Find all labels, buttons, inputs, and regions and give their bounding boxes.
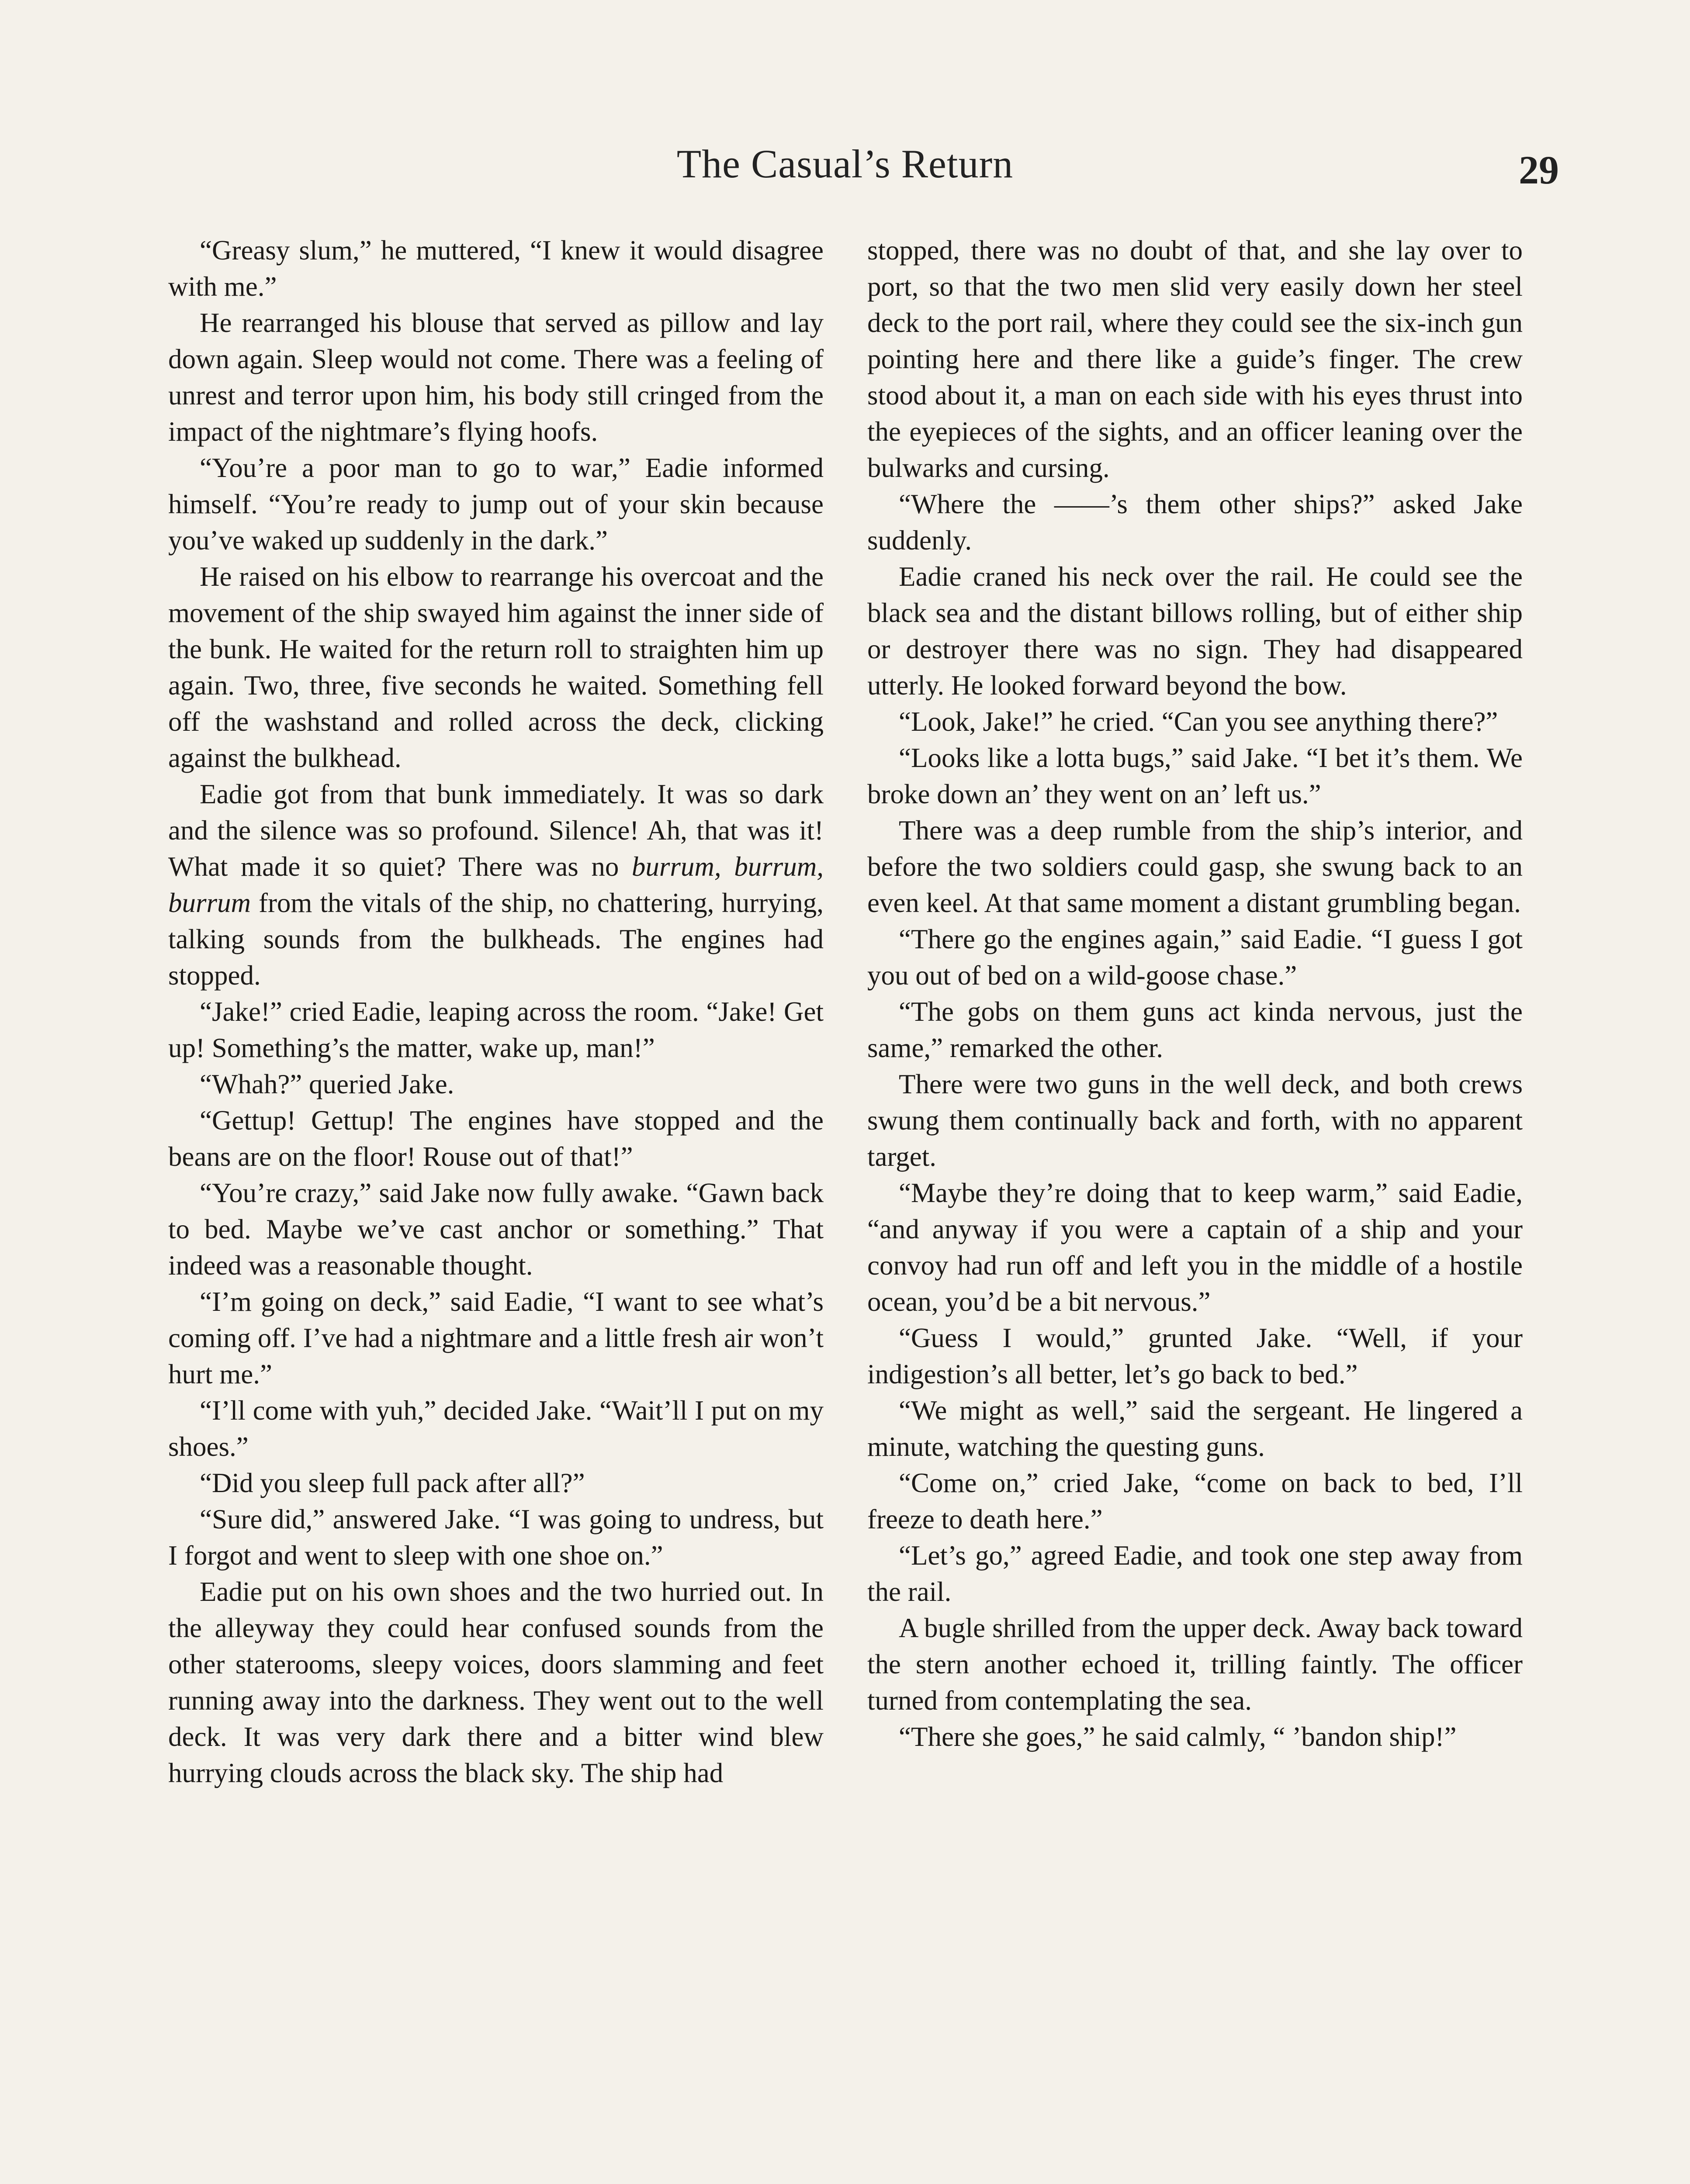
paragraph: “You’re a poor man to go to war,” Eadie informed himself. “You’re ready to jump out of your skin because you’ve waked up suddenly in the dark.” xyxy=(168,453,824,556)
italic-sound-text: burrum, burrum, burrum xyxy=(168,851,824,918)
paragraph: “Did you sleep full pack after all?” xyxy=(200,1468,585,1498)
paragraph: “There go the engines again,” said Eadie. “I guess I got you out of bed on a wild-goose chase.” xyxy=(867,924,1523,991)
left-text-column xyxy=(168,232,824,2184)
paragraph: There was a deep rumble from the ship’s interior, and before the two soldiers could gasp, she swung back to an even keel. At that same moment a distant grumbling began. xyxy=(867,815,1523,918)
paragraph: “Let’s go,” agreed Eadie, and took one step away from the rail. xyxy=(867,1540,1523,1607)
paragraph: “Look, Jake!” he cried. “Can you see anything there?” xyxy=(899,706,1498,737)
running-title: The Casual’s Return xyxy=(676,142,1014,186)
paragraph: “Gettup! Gettup! The engines have stopped and the beans are on the floor! Rouse out of that!” xyxy=(168,1105,824,1172)
paragraph-continued: stopped, there was no doubt of that, and she lay over to port, so that the two men slid very easily down her steel deck to the port rail, where they could see the six-inch gun pointing here and there like a guide’s finger. The crew stood about it, a man on each side with his eyes thrust into the eyepieces of the sights, and an officer leaning over the bulwarks and cursing. xyxy=(867,235,1523,483)
paragraph: “Maybe they’re doing that to keep warm,” said Eadie, “and anyway if you were a captain of a ship and your convoy had run off and left you in the middle of a hostile ocean, you’d be a bit nervous.” xyxy=(867,1178,1523,1317)
paragraph: “I’m going on deck,” said Eadie, “I want to see what’s coming off. I’ve had a nightmare and a little fresh air won’t hurt me.” xyxy=(168,1286,824,1389)
paragraph: “There she goes,” he said calmly, “ ’bandon ship!” xyxy=(899,1721,1457,1752)
page-number: 29 xyxy=(1519,148,1559,192)
paragraph: Eadie put on his own shoes and the two hurried out. In the alleyway they could hear confused sounds from the other staterooms, sleepy voices, doors slamming and feet running away into the darkness. They went out to the well deck. It was very dark there and a bitter wind blew hurrying clouds across the black sky. The ship had xyxy=(168,1576,824,1788)
right-text-column xyxy=(867,232,1523,2184)
paragraph: “Come on,” cried Jake, “come on back to bed, I’ll freeze to death here.” xyxy=(867,1468,1523,1534)
paragraph: “Looks like a lotta bugs,” said Jake. “I bet it’s them. We broke down an’ they went on an’ left us.” xyxy=(867,743,1523,809)
paragraph-text: from the vitals of the ship, no chattering, hurrying, talking sounds from the bulkheads. The engines had stopped. xyxy=(168,888,824,991)
paragraph: “Sure did,” answered Jake. “I was going to undress, but I forgot and went to sleep with one shoe on.” xyxy=(168,1504,824,1571)
paragraph: “Whah?” queried Jake. xyxy=(200,1069,454,1099)
paragraph-text: Eadie got from that bunk immediately. It was so dark and the silence was so profound. Silence! Ah, that was it! What made it so quiet? There was no xyxy=(168,779,824,882)
paragraph: He rearranged his blouse that served as pillow and lay down again. Sleep would not come. There was a feeling of unrest and terror upon him, his body still cringed from the impact of the nightmare’s flying hoofs. xyxy=(168,308,824,447)
paragraph: Eadie craned his neck over the rail. He could see the black sea and the distant billows rolling, but of either ship or destroyer there was no sign. They had disappeared utterly. He looked forward beyond the bow. xyxy=(867,561,1523,701)
paragraph xyxy=(168,776,824,994)
paragraph: A bugle shrilled from the upper deck. Away back toward the stern another echoed it, trilling faintly. The officer turned from contemplating the sea. xyxy=(867,1613,1523,1716)
paragraph: “We might as well,” said the sergeant. He lingered a minute, watching the questing guns. xyxy=(867,1395,1523,1462)
paragraph: “Guess I would,” grunted Jake. “Well, if your indigestion’s all better, let’s go back to bed.” xyxy=(867,1323,1523,1389)
paragraph: “Greasy slum,” he muttered, “I knew it would disagree with me.” xyxy=(168,235,824,302)
paragraph: “I’ll come with yuh,” decided Jake. “Wait’ll I put on my shoes.” xyxy=(168,1395,824,1462)
paragraph: “Jake!” cried Eadie, leaping across the room. “Jake! Get up! Something’s the matter, wake up, man!” xyxy=(168,996,824,1063)
paragraph: “You’re crazy,” said Jake now fully awake. “Gawn back to bed. Maybe we’ve cast anchor or something.” That indeed was a reasonable thought. xyxy=(168,1178,824,1281)
paragraph: He raised on his elbow to rearrange his overcoat and the movement of the ship swayed him against the inner side of the bunk. He waited for the return roll to straighten him up again. Two, three, five seconds he waited. Something fell off the washstand and rolled across the deck, clicking against the bulkhead. xyxy=(168,561,824,773)
paragraph: There were two guns in the well deck, and both crews swung them continually back and forth, with no apparent target. xyxy=(867,1069,1523,1172)
paragraph: “Where the ——’s them other ships?” asked Jake suddenly. xyxy=(867,489,1523,556)
paragraph: “The gobs on them guns act kinda nervous, just the same,” remarked the other. xyxy=(867,996,1523,1063)
